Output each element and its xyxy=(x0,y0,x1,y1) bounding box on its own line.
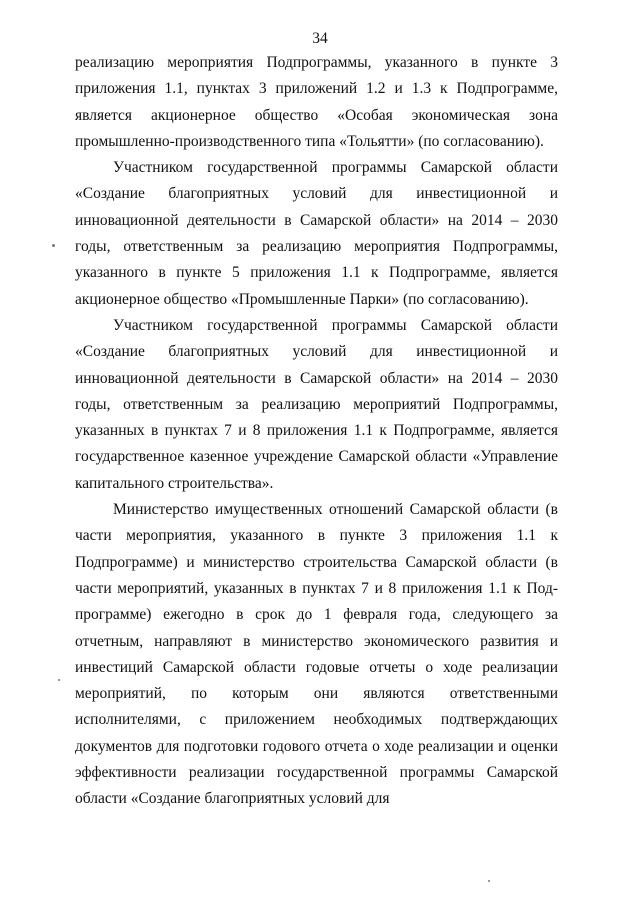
scan-dot-bottom xyxy=(488,880,490,882)
paragraph-ministry-reports: Министерство имущественных отношений Самарской области (в части мероприятия, указанного в пункте 3 приложения 1.1 к Подпрограмме) и министерство строительства Самарской области (в части мероприятий, указанных в пунктах 7 и 8 приложения 1.1 к Подпрограмме) ежегодно в срок до 1 февраля года, следующего за отчетным, направляют в министерство экономического развития и инвестиций Самарской области годовые отчеты о ходе реализации мероприятий, по которым они являются ответственными исполнителями, с приложением необходимых подтверждающих документов для подготовки годового отчета о ходе реализации и оценки эффективности реализации государственной программы Самарской области «Создание благоприятных условий для xyxy=(75,501,558,808)
paragraph-participant-industrial-parks: Участником государственной программы Самарской области «Создание благоприятных условий для инвестиционной и инновационной деятельности в Самарской области» на 2014 – 2030 годы, ответственным за реализацию мероприятия Подпрограммы, указанного в пункте 5 приложения 1.1 к Подпрограмме, является акционерное общество «Промышленные Парки» (по согласованию). xyxy=(75,159,558,308)
page-number: 34 xyxy=(312,30,328,47)
document-body xyxy=(75,50,558,813)
paragraph-participant-capital-construction: Участником государственной программы Самарской области «Создание благоприятных условий для инвестиционной и инновационной деятельности в Самарской области» на 2014 – 2030 годы, ответственным за реализацию мероприятий Подпрограммы, указанных в пунктах 7 и 8 приложения 1.1 к Подпрограмме, является государственное казенное учреждение Самарской области «Управление капитального строительства». xyxy=(75,316,558,492)
scan-dot-left-lower xyxy=(58,679,60,681)
paragraph-continuation: реализацию мероприятия Подпрограммы, указанного в пункте 3 приложения 1.1, пунктах 3 приложений 1.2 и 1.3 к Подпрограмме, является акционерное общество «Особая экономическая зона промышленно-производственного типа «Тольятти» (по согласованию). xyxy=(75,54,558,150)
scan-dot-left xyxy=(52,244,55,247)
